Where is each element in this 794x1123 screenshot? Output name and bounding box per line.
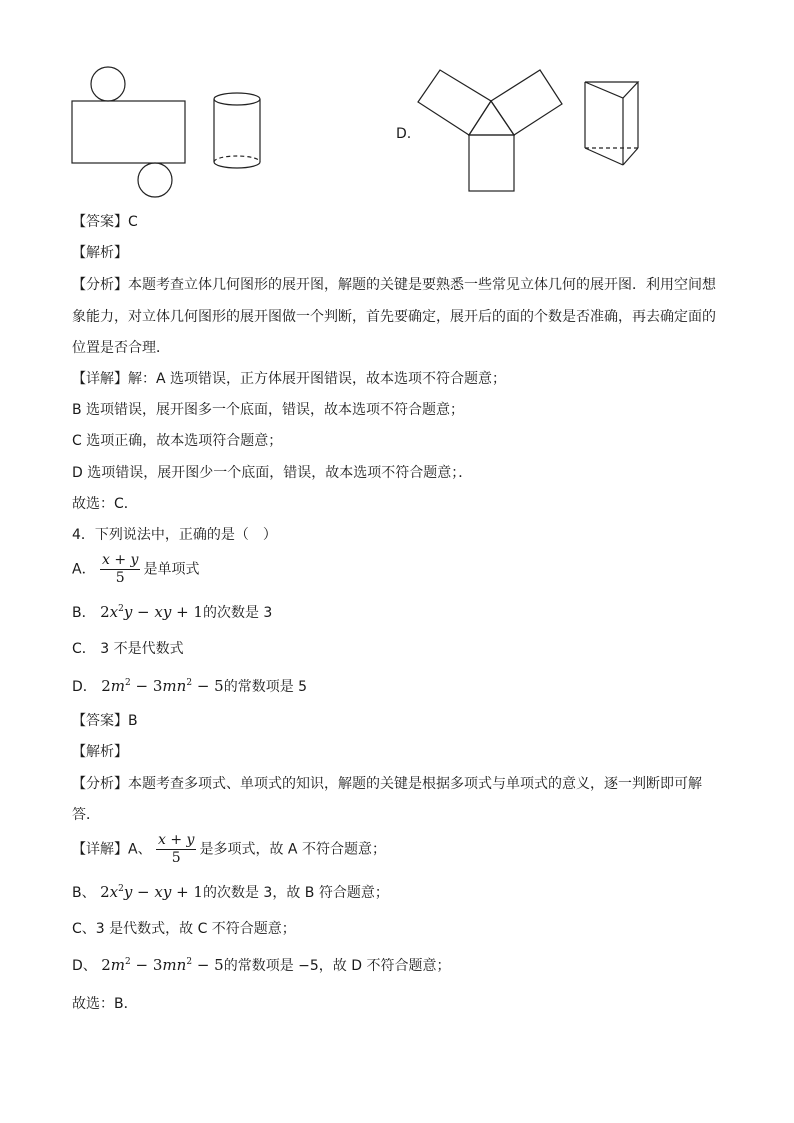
fraction-numerator: x + y	[158, 832, 195, 848]
q4-option-b	[72, 602, 272, 623]
net-top-circle	[91, 67, 125, 101]
q3-jiexi-heading: 【解析】	[72, 245, 128, 261]
q4-option-c: C． 3 不是代数式	[72, 641, 184, 657]
q3-detail-d: D 选项错误，展开图少一个底面，错误，故本选项不符合题意；．	[72, 465, 473, 481]
q3-analysis-line-3: 位置是否合理．	[72, 340, 170, 356]
q4-analysis-line-1: 【分析】本题考查多项式、单项式的知识，解题的关键是根据多项式与单项式的意义，逐一判断即可解	[72, 776, 702, 792]
fraction-numerator: x + y	[102, 552, 139, 568]
fraction-denominator: 5	[115, 570, 125, 586]
prism-bottom-right	[623, 148, 638, 165]
q4-option-d	[72, 676, 307, 697]
q4-detail-a-prefix: 【详解】A、	[72, 841, 152, 858]
prism-net-figure	[410, 68, 570, 196]
cylinder-figure	[206, 88, 270, 180]
option-d-label: D.	[396, 126, 412, 142]
q4-stem: 4．下列说法中，正确的是（ ）	[72, 527, 277, 543]
fraction-denominator: 5	[171, 850, 181, 866]
q4-analysis-line-2: 答．	[72, 807, 100, 823]
q4-jiexi-heading: 【解析】	[72, 744, 128, 760]
q4-option-a-text: 是单项式	[143, 561, 200, 578]
triangular-prism-figure	[580, 78, 644, 172]
net-bottom-square	[469, 135, 514, 191]
q4-detail-a-fraction	[156, 832, 196, 867]
q4-option-d-text: 的常数项是 5	[223, 679, 308, 695]
prism-bottom-left	[585, 148, 623, 165]
q4-detail-a-text: 是多项式，故 A 不符合题意；	[199, 841, 386, 858]
q4-detail-c: C、3 是代数式，故 C 不符合题意；	[72, 921, 296, 937]
q3-detail-a: 【详解】解：A 选项错误，正方体展开图错误，故本选项不符合题意；	[72, 371, 507, 387]
q4-option-b-text: 的次数是 3	[202, 605, 273, 621]
net-center-triangle	[469, 101, 514, 135]
q3-analysis-line-2: 象能力，对立体几何图形的展开图做一个判断，首先要确定，展开后的面的个数是否准确，再去确定面的	[72, 309, 716, 325]
q4-detail-d-text: 的常数项是 −5，故 D 不符合题意；	[223, 958, 451, 974]
net-right-square	[491, 70, 562, 135]
q4-detail-d-prefix: D、	[72, 958, 97, 974]
q4-option-b-label: B．	[72, 605, 96, 621]
net-bottom-circle	[138, 163, 172, 197]
q4-detail-d	[72, 955, 451, 976]
prism-top-face	[585, 82, 638, 98]
q3-detail-b: B 选项错误，展开图多一个底面，错误，故本选项不符合题意；	[72, 402, 465, 418]
q4-option-d-label: D．	[72, 679, 97, 695]
q3-analysis-line-1: 【分析】本题考查立体几何图形的展开图，解题的关键是要熟悉一些常见立体几何的展开图．利用空间想	[72, 277, 716, 293]
q3-detail-c: C 选项正确，故本选项符合题意；	[72, 433, 283, 449]
q4-final-choice: 故选：B．	[72, 996, 138, 1012]
q4-option-a-label: A．	[72, 561, 96, 578]
net-left-square	[418, 70, 491, 135]
q4-detail-d-expression: $2m^2 - 3mn^2 - 5$	[101, 956, 224, 974]
q4-answer: 【答案】B	[72, 713, 138, 729]
q4-option-a	[72, 552, 199, 587]
q4-detail-b-prefix: B、	[72, 885, 96, 901]
q4-option-d-expression: $2m^2 - 3mn^2 - 5$	[101, 677, 224, 695]
q4-detail-b-text: 的次数是 3，故 B 符合题意；	[202, 885, 389, 901]
q4-detail-a	[72, 832, 386, 867]
cylinder-net-figure	[60, 60, 200, 202]
q4-option-b-expression: $2x^2y$ − xy + 1	[100, 603, 203, 621]
q4-option-a-fraction	[100, 552, 140, 587]
cylinder-top-ellipse	[214, 93, 260, 105]
q4-detail-b	[72, 882, 389, 903]
net-rectangle	[72, 101, 185, 163]
cylinder-bottom-front	[214, 162, 260, 168]
q3-final-choice: 故选：C．	[72, 496, 138, 512]
q3-answer: 【答案】C	[72, 214, 138, 230]
q4-detail-b-expression: $2x^2y$ − xy + 1	[100, 883, 203, 901]
cylinder-bottom-back-dashed	[214, 156, 260, 162]
